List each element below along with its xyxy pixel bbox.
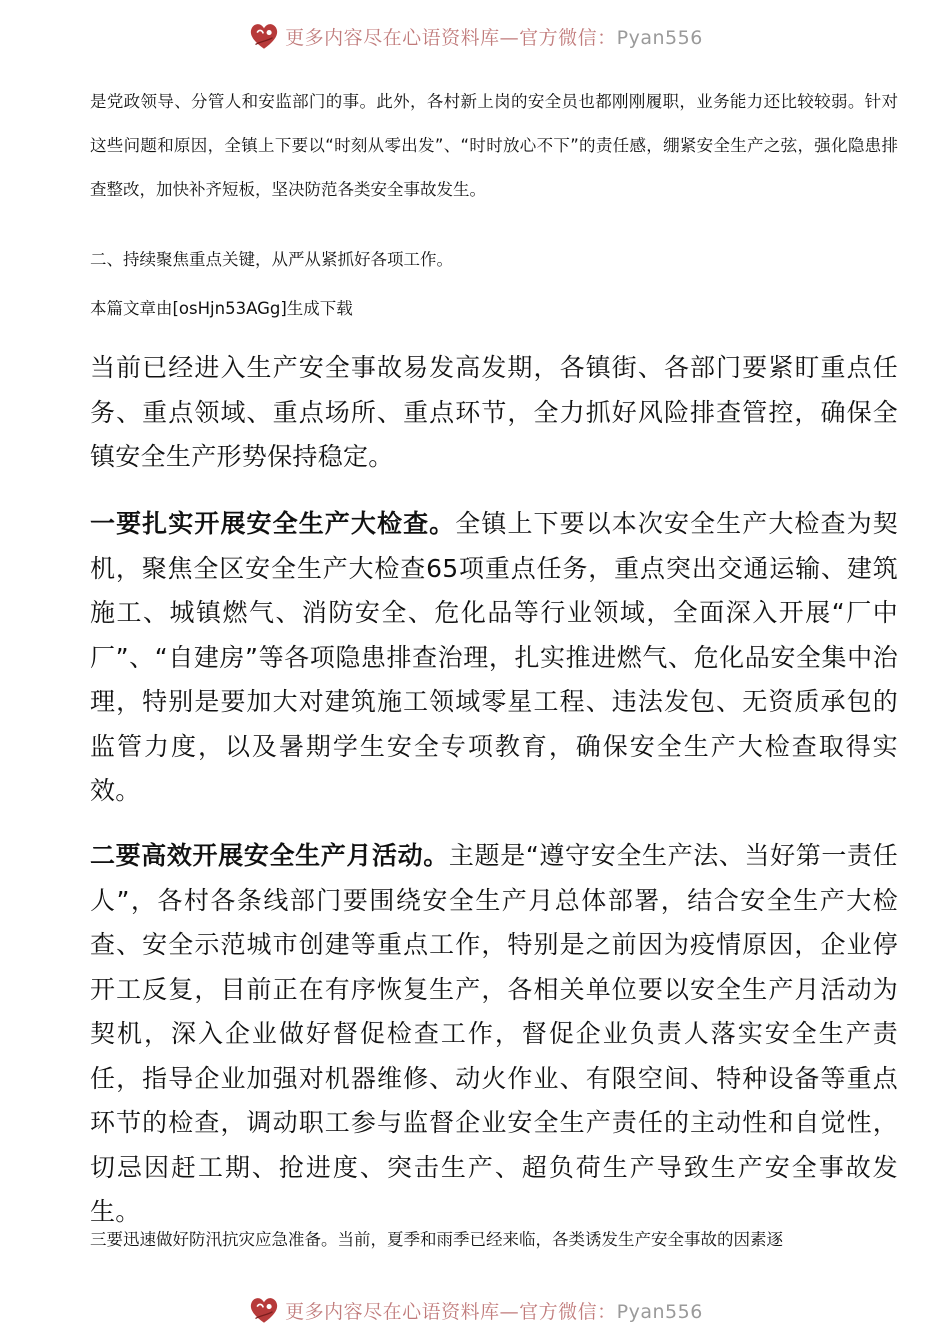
- item-2-body: 主题是“遵守安全生产法、当好第一责任人”，各村各条线部门要围绕安全生产月总体部署，结合安全生产大检查、安全示范城市创建等重点工作，特别是之前因为疫情原因，企业停开工反复，目前正在有序恢复生产，各相关单位要以安全生产月活动为契机，深入企业做好督促检查工作，督促企业负责人落实安全生产责任，指导企业加强对机器维修、动火作业、有限空间、特种设备等重点环节的检查，调动职工参与监督企业安全生产责任的主动性和自觉性，切忌因赶工期、抢进度、突击生产、超负荷生产导致生产安全事故发生。: [90, 841, 898, 1226]
- header-banner-text: 更多内容尽在心语资料库—官方微信：Pyan556: [285, 26, 703, 49]
- heart-logo-icon: [247, 1293, 281, 1327]
- overview-block: [90, 346, 898, 480]
- item-1-title: 一要扎实开展安全生产大检查。: [90, 509, 456, 538]
- footer-banner-text: 更多内容尽在心语资料库—官方微信：Pyan556: [285, 1300, 703, 1323]
- paragraph-item-2: [90, 834, 898, 1235]
- item-1-block: [90, 502, 898, 814]
- item-2-title: 二要高效开展安全生产月活动。: [90, 841, 449, 870]
- heart-logo-icon: [247, 19, 281, 53]
- paragraph-intro: 是党政领导、分管人和安监部门的事。此外，各村新上岗的安全员也都刚刚履职，业务能力还比较较弱。针对这些问题和原因，全镇上下要以“时刻从零出发”、“时时放心不下”的责任感，绷紧安全生产之弦，强化隐患排查整改，加快补齐短板，坚决防范各类安全事故发生。: [90, 92, 898, 199]
- header-wechat-id: Pyan556: [616, 26, 703, 49]
- paragraph-overview: 当前已经进入生产安全事故易发高发期，各镇街、各部门要紧盯重点任务、重点领域、重点场所、重点环节，全力抓好风险排查管控，确保全镇安全生产形势保持稳定。: [90, 353, 898, 471]
- paragraph-item-3: 三要迅速做好防汛抗灾应急准备。当前，夏季和雨季已经来临，各类诱发生产安全事故的因素逐: [90, 1230, 783, 1249]
- section-heading: 二、持续聚焦重点关键，从严从紧抓好各项工作。: [90, 250, 453, 269]
- footer-wechat-id: Pyan556: [616, 1300, 703, 1323]
- paragraph-item-1: [90, 502, 898, 814]
- item-2-block: [90, 834, 898, 1235]
- header-banner: [0, 14, 950, 58]
- footer-banner: [0, 1288, 950, 1332]
- item-1-body: 全镇上下要以本次安全生产大检查为契机，聚焦全区安全生产大检查65项重点任务，重点突出交通运输、建筑施工、城镇燃气、消防安全、危化品等行业领域，全面深入开展“厂中厂”、“自建房”等各项隐患排查治理，扎实推进燃气、危化品安全集中治理，特别是要加大对建筑施工领域零星工程、违法发包、无资质承包的监管力度，以及暑期学生安全专项教育，确保安全生产大检查取得实效。: [90, 509, 899, 805]
- download-note: 本篇文章由[osHjn53AGg]生成下载: [90, 299, 353, 318]
- intro-block: [90, 80, 898, 212]
